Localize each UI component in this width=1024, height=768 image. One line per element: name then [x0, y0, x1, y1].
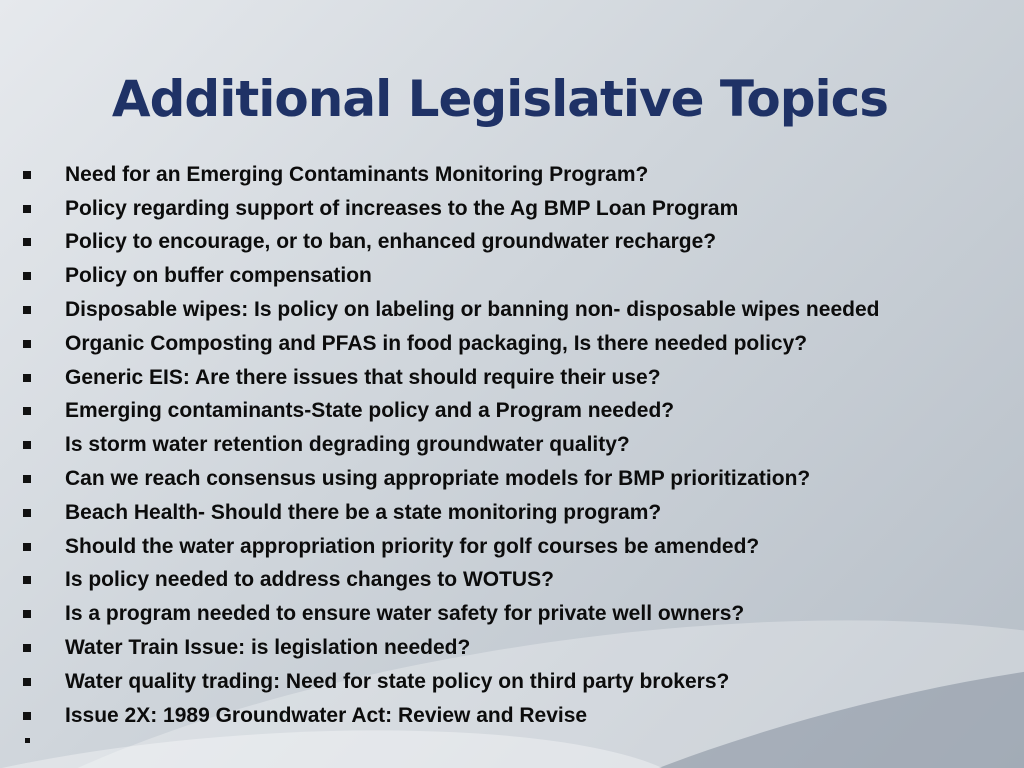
list-item [20, 361, 1010, 395]
list-item-text: Is a program needed to ensure water safety for private well owners? [65, 602, 745, 626]
list-item-text: Disposable wipes: Is policy on labeling or banning non- disposable wipes needed [65, 298, 880, 322]
list-item-text: Organic Composting and PFAS in food packaging, Is there needed policy? [65, 331, 808, 355]
list-item-text: Can we reach consensus using appropriate models for BMP prioritization? [65, 467, 811, 491]
list-item-text: Policy on buffer compensation [65, 264, 372, 288]
list-item-text: Generic EIS: Are there issues that should require their use? [65, 365, 661, 389]
list-item-text: Is storm water retention degrading groundwater quality? [65, 433, 630, 457]
square-bullet-icon [23, 374, 31, 382]
list-item [20, 665, 1010, 699]
list-item-text: Need for an Emerging Contaminants Monitoring Program? [65, 162, 649, 186]
square-bullet-icon [23, 712, 31, 720]
slide-title: Additional Legislative Topics [111, 70, 889, 128]
square-bullet-icon [23, 576, 31, 584]
square-bullet-icon [23, 441, 31, 449]
square-bullet-icon [23, 678, 31, 686]
list-item-text: Emerging contaminants-State policy and a Program needed? [65, 399, 675, 423]
list-item [20, 259, 1010, 293]
square-bullet-icon [23, 509, 31, 517]
list-item-text: Water quality trading: Need for state policy on third party brokers? [65, 669, 730, 693]
list-item-text: Issue 2X: 1989 Groundwater Act: Review and Revise [65, 703, 588, 727]
list-item [20, 530, 1010, 564]
list-item [20, 462, 1010, 496]
list-item [20, 631, 1010, 665]
square-bullet-icon [23, 610, 31, 618]
list-item [20, 192, 1010, 226]
square-bullet-icon [23, 205, 31, 213]
list-item [20, 395, 1010, 429]
list-item-text: Policy to encourage, or to ban, enhanced groundwater recharge? [65, 230, 717, 254]
square-bullet-icon [23, 543, 31, 551]
list-item-text: Beach Health- Should there be a state monitoring program? [65, 500, 662, 524]
list-item-text: Water Train Issue: is legislation needed? [65, 636, 471, 660]
topic-list [20, 158, 1010, 733]
list-item-text: Is policy needed to address changes to WOTUS? [65, 568, 554, 592]
square-bullet-icon [23, 407, 31, 415]
square-bullet-icon [23, 272, 31, 280]
square-bullet-icon [23, 644, 31, 652]
list-item-text: Policy regarding support of increases to the Ag BMP Loan Program [65, 196, 739, 220]
list-item [20, 327, 1010, 361]
square-bullet-icon [25, 738, 30, 743]
list-item [20, 158, 1010, 192]
list-item [20, 699, 1010, 733]
list-item-text: Should the water appropriation priority for golf courses be amended? [65, 534, 760, 558]
square-bullet-icon [23, 475, 31, 483]
list-item [20, 293, 1010, 327]
list-item [20, 597, 1010, 631]
list-item [20, 564, 1010, 598]
list-item [20, 496, 1010, 530]
square-bullet-icon [23, 171, 31, 179]
square-bullet-icon [23, 340, 31, 348]
square-bullet-icon [23, 238, 31, 246]
list-item [20, 226, 1010, 260]
square-bullet-icon [23, 306, 31, 314]
list-item [20, 428, 1010, 462]
